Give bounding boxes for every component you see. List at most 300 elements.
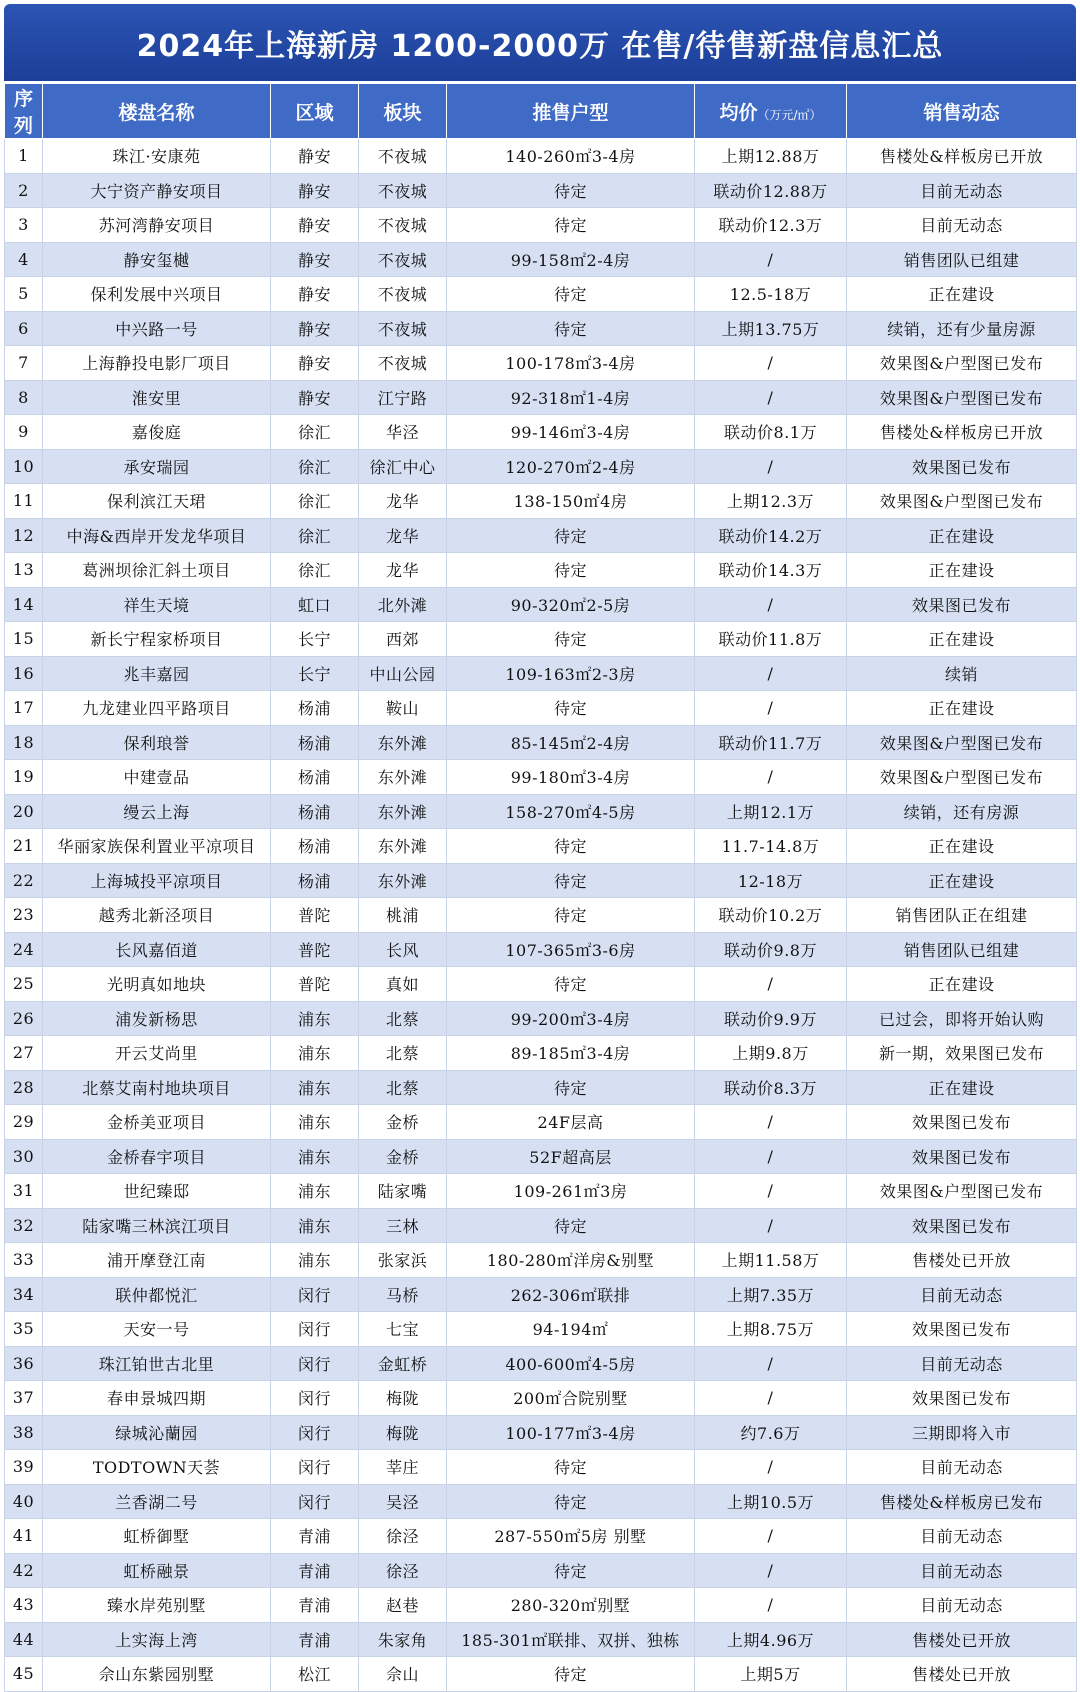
cell-district: 浦东 [271, 1070, 359, 1105]
cell-block: 金桥 [359, 1105, 447, 1140]
cell-block: 金桥 [359, 1139, 447, 1174]
cell-block: 不夜城 [359, 139, 447, 174]
cell-no: 17 [5, 691, 43, 726]
cell-block: 东外滩 [359, 794, 447, 829]
table-row [5, 1277, 1077, 1312]
cell-price: / [695, 656, 847, 691]
cell-status: 正在建设 [847, 622, 1077, 657]
cell-units: 89-185㎡3-4房 [447, 1036, 695, 1071]
cell-status: 正在建设 [847, 1070, 1077, 1105]
cell-status: 正在建设 [847, 967, 1077, 1002]
cell-block: 梅陇 [359, 1381, 447, 1416]
cell-status: 正在建设 [847, 277, 1077, 312]
cell-price: 联动价11.8万 [695, 622, 847, 657]
cell-units: 200㎡合院别墅 [447, 1381, 695, 1416]
cell-district: 杨浦 [271, 863, 359, 898]
table-row [5, 1553, 1077, 1588]
cell-price: / [695, 1553, 847, 1588]
cell-status: 目前无动态 [847, 173, 1077, 208]
cell-units: 109-261㎡3房 [447, 1174, 695, 1209]
cell-name: 兰香湖二号 [43, 1484, 271, 1519]
cell-name: 静安玺樾 [43, 242, 271, 277]
cell-no: 18 [5, 725, 43, 760]
cell-units: 待定 [447, 1657, 695, 1692]
cell-block: 梅陇 [359, 1415, 447, 1450]
cell-price: 联动价14.3万 [695, 553, 847, 588]
cell-name: 浦开摩登江南 [43, 1243, 271, 1278]
cell-status: 正在建设 [847, 553, 1077, 588]
cell-district: 闵行 [271, 1450, 359, 1485]
cell-name: 保利琅誉 [43, 725, 271, 760]
cell-units: 待定 [447, 1070, 695, 1105]
cell-district: 长宁 [271, 622, 359, 657]
cell-name: 佘山东紫园别墅 [43, 1657, 271, 1692]
cell-status: 效果图已发布 [847, 1105, 1077, 1140]
cell-no: 38 [5, 1415, 43, 1450]
cell-name: 金桥春宇项目 [43, 1139, 271, 1174]
cell-no: 29 [5, 1105, 43, 1140]
cell-block: 桃浦 [359, 898, 447, 933]
cell-price: / [695, 346, 847, 381]
cell-no: 22 [5, 863, 43, 898]
cell-no: 2 [5, 173, 43, 208]
cell-district: 徐汇 [271, 449, 359, 484]
cell-status: 销售团队已组建 [847, 242, 1077, 277]
cell-district: 闵行 [271, 1415, 359, 1450]
cell-price: 约7.6万 [695, 1415, 847, 1450]
cell-status: 效果图已发布 [847, 449, 1077, 484]
cell-name: 淮安里 [43, 380, 271, 415]
table-row [5, 1519, 1077, 1554]
cell-block: 莘庄 [359, 1450, 447, 1485]
cell-district: 浦东 [271, 1174, 359, 1209]
cell-district: 徐汇 [271, 484, 359, 519]
cell-no: 5 [5, 277, 43, 312]
cell-no: 3 [5, 208, 43, 243]
cell-district: 静安 [271, 311, 359, 346]
cell-status: 销售团队已组建 [847, 932, 1077, 967]
table-row [5, 587, 1077, 622]
header-no: 序列 [5, 84, 43, 139]
cell-name: 联仲都悦汇 [43, 1277, 271, 1312]
cell-status: 续销，还有房源 [847, 794, 1077, 829]
cell-units: 90-320㎡2-5房 [447, 587, 695, 622]
cell-units: 待定 [447, 691, 695, 726]
table-row [5, 1622, 1077, 1657]
cell-status: 效果图已发布 [847, 1381, 1077, 1416]
cell-block: 中山公园 [359, 656, 447, 691]
cell-no: 28 [5, 1070, 43, 1105]
cell-block: 龙华 [359, 518, 447, 553]
cell-district: 杨浦 [271, 760, 359, 795]
cell-units: 99-158㎡2-4房 [447, 242, 695, 277]
cell-units: 待定 [447, 829, 695, 864]
cell-block: 真如 [359, 967, 447, 1002]
table-row [5, 898, 1077, 933]
cell-units: 400-600㎡4-5房 [447, 1346, 695, 1381]
cell-status: 正在建设 [847, 518, 1077, 553]
cell-status: 目前无动态 [847, 208, 1077, 243]
cell-district: 徐汇 [271, 553, 359, 588]
cell-block: 金虹桥 [359, 1346, 447, 1381]
table-row [5, 1450, 1077, 1485]
cell-district: 杨浦 [271, 829, 359, 864]
cell-units: 180-280㎡洋房&别墅 [447, 1243, 695, 1278]
table-row [5, 1588, 1077, 1623]
cell-no: 44 [5, 1622, 43, 1657]
cell-status: 续销 [847, 656, 1077, 691]
cell-status: 售楼处已开放 [847, 1657, 1077, 1692]
table-row [5, 1070, 1077, 1105]
cell-name: 九龙建业四平路项目 [43, 691, 271, 726]
cell-status: 目前无动态 [847, 1450, 1077, 1485]
cell-district: 浦东 [271, 1243, 359, 1278]
cell-block: 北蔡 [359, 1001, 447, 1036]
cell-price: / [695, 449, 847, 484]
cell-price: 联动价14.2万 [695, 518, 847, 553]
cell-units: 185-301㎡联排、双拼、独栋 [447, 1622, 695, 1657]
cell-price: / [695, 1174, 847, 1209]
cell-no: 39 [5, 1450, 43, 1485]
cell-no: 24 [5, 932, 43, 967]
cell-no: 43 [5, 1588, 43, 1623]
header-block: 板块 [359, 84, 447, 139]
cell-units: 待定 [447, 1484, 695, 1519]
cell-price: 联动价9.8万 [695, 932, 847, 967]
cell-district: 闵行 [271, 1484, 359, 1519]
table-row [5, 725, 1077, 760]
cell-price: / [695, 691, 847, 726]
cell-units: 52F超高层 [447, 1139, 695, 1174]
cell-units: 待定 [447, 173, 695, 208]
cell-units: 待定 [447, 311, 695, 346]
table-body [5, 139, 1077, 1692]
cell-price: 12.5-18万 [695, 277, 847, 312]
table-row [5, 208, 1077, 243]
table-row [5, 794, 1077, 829]
cell-units: 待定 [447, 863, 695, 898]
cell-status: 效果图&户型图已发布 [847, 760, 1077, 795]
cell-units: 99-146㎡3-4房 [447, 415, 695, 450]
table-row [5, 1036, 1077, 1071]
cell-units: 待定 [447, 1208, 695, 1243]
cell-name: 上实海上湾 [43, 1622, 271, 1657]
page-title: 2024年上海新房 1200-2000万 在售/待售新盘信息汇总 [4, 4, 1076, 81]
cell-block: 徐泾 [359, 1519, 447, 1554]
cell-name: 世纪臻邸 [43, 1174, 271, 1209]
cell-units: 待定 [447, 553, 695, 588]
table-row [5, 518, 1077, 553]
cell-district: 浦东 [271, 1105, 359, 1140]
cell-price: / [695, 1450, 847, 1485]
cell-price: / [695, 1381, 847, 1416]
cell-district: 闵行 [271, 1312, 359, 1347]
cell-status: 效果图&户型图已发布 [847, 346, 1077, 381]
cell-block: 朱家角 [359, 1622, 447, 1657]
cell-price: 联动价12.88万 [695, 173, 847, 208]
cell-block: 西郊 [359, 622, 447, 657]
cell-no: 7 [5, 346, 43, 381]
cell-block: 长风 [359, 932, 447, 967]
cell-block: 张家浜 [359, 1243, 447, 1278]
cell-status: 目前无动态 [847, 1519, 1077, 1554]
cell-no: 40 [5, 1484, 43, 1519]
cell-units: 94-194㎡ [447, 1312, 695, 1347]
cell-no: 23 [5, 898, 43, 933]
cell-block: 东外滩 [359, 863, 447, 898]
table-row [5, 553, 1077, 588]
cell-name: 中兴路一号 [43, 311, 271, 346]
cell-block: 龙华 [359, 553, 447, 588]
cell-price: / [695, 760, 847, 795]
cell-name: 浦发新杨思 [43, 1001, 271, 1036]
cell-units: 待定 [447, 1553, 695, 1588]
cell-units: 24F层高 [447, 1105, 695, 1140]
cell-status: 售楼处已开放 [847, 1243, 1077, 1278]
table-header-row [5, 84, 1077, 139]
table-row [5, 484, 1077, 519]
cell-name: 华丽家族保利置业平凉项目 [43, 829, 271, 864]
cell-block: 不夜城 [359, 311, 447, 346]
cell-price: 联动价9.9万 [695, 1001, 847, 1036]
cell-price: / [695, 1588, 847, 1623]
cell-name: 虹桥御墅 [43, 1519, 271, 1554]
cell-status: 效果图已发布 [847, 1312, 1077, 1347]
cell-district: 青浦 [271, 1588, 359, 1623]
cell-status: 目前无动态 [847, 1277, 1077, 1312]
cell-price: 上期9.8万 [695, 1036, 847, 1071]
cell-district: 普陀 [271, 967, 359, 1002]
cell-status: 正在建设 [847, 691, 1077, 726]
cell-price: / [695, 380, 847, 415]
table-row [5, 760, 1077, 795]
cell-district: 静安 [271, 173, 359, 208]
table-row [5, 1312, 1077, 1347]
table-row [5, 1243, 1077, 1278]
cell-no: 42 [5, 1553, 43, 1588]
cell-status: 效果图已发布 [847, 1208, 1077, 1243]
cell-units: 待定 [447, 622, 695, 657]
cell-name: 承安瑞园 [43, 449, 271, 484]
table-row [5, 242, 1077, 277]
cell-price: 联动价10.2万 [695, 898, 847, 933]
cell-name: 开云艾尚里 [43, 1036, 271, 1071]
cell-district: 徐汇 [271, 518, 359, 553]
cell-price: / [695, 587, 847, 622]
table-row [5, 691, 1077, 726]
cell-status: 售楼处&样板房已开放 [847, 415, 1077, 450]
cell-no: 37 [5, 1381, 43, 1416]
cell-name: 葛洲坝徐汇斜土项目 [43, 553, 271, 588]
cell-no: 20 [5, 794, 43, 829]
cell-price: 联动价12.3万 [695, 208, 847, 243]
cell-name: 祥生天境 [43, 587, 271, 622]
cell-district: 闵行 [271, 1346, 359, 1381]
cell-status: 效果图已发布 [847, 587, 1077, 622]
cell-name: 虹桥融景 [43, 1553, 271, 1588]
cell-block: 赵巷 [359, 1588, 447, 1623]
table-row [5, 829, 1077, 864]
cell-district: 浦东 [271, 1139, 359, 1174]
cell-district: 杨浦 [271, 691, 359, 726]
cell-no: 1 [5, 139, 43, 174]
cell-name: 新长宁程家桥项目 [43, 622, 271, 657]
table-row [5, 1105, 1077, 1140]
cell-units: 158-270㎡4-5房 [447, 794, 695, 829]
cell-units: 109-163㎡2-3房 [447, 656, 695, 691]
table-row [5, 1208, 1077, 1243]
cell-block: 北蔡 [359, 1070, 447, 1105]
cell-units: 107-365㎡3-6房 [447, 932, 695, 967]
cell-block: 马桥 [359, 1277, 447, 1312]
cell-name: 光明真如地块 [43, 967, 271, 1002]
cell-price: 上期12.88万 [695, 139, 847, 174]
cell-price: / [695, 1346, 847, 1381]
listings-table [4, 83, 1077, 1692]
cell-no: 21 [5, 829, 43, 864]
cell-status: 已过会，即将开始认购 [847, 1001, 1077, 1036]
cell-price: 11.7-14.8万 [695, 829, 847, 864]
cell-units: 待定 [447, 898, 695, 933]
cell-district: 静安 [271, 208, 359, 243]
cell-block: 不夜城 [359, 277, 447, 312]
cell-price: 上期4.96万 [695, 1622, 847, 1657]
cell-price: 上期11.58万 [695, 1243, 847, 1278]
cell-no: 35 [5, 1312, 43, 1347]
cell-district: 杨浦 [271, 725, 359, 760]
cell-no: 15 [5, 622, 43, 657]
cell-name: 苏河湾静安项目 [43, 208, 271, 243]
cell-no: 19 [5, 760, 43, 795]
cell-no: 13 [5, 553, 43, 588]
cell-no: 30 [5, 1139, 43, 1174]
cell-no: 6 [5, 311, 43, 346]
cell-district: 杨浦 [271, 794, 359, 829]
cell-no: 25 [5, 967, 43, 1002]
cell-district: 闵行 [271, 1277, 359, 1312]
cell-no: 8 [5, 380, 43, 415]
cell-name: TODTOWN天荟 [43, 1450, 271, 1485]
cell-units: 待定 [447, 277, 695, 312]
cell-name: 兆丰嘉园 [43, 656, 271, 691]
table-row [5, 1415, 1077, 1450]
cell-name: 嘉俊庭 [43, 415, 271, 450]
header-price-unit: （万元/㎡） [757, 107, 822, 122]
cell-district: 青浦 [271, 1622, 359, 1657]
table-row [5, 1484, 1077, 1519]
cell-name: 臻水岸苑别墅 [43, 1588, 271, 1623]
cell-district: 闵行 [271, 1381, 359, 1416]
cell-name: 绿城沁蘭园 [43, 1415, 271, 1450]
cell-units: 待定 [447, 208, 695, 243]
cell-units: 85-145㎡2-4房 [447, 725, 695, 760]
cell-block: 鞍山 [359, 691, 447, 726]
cell-name: 北蔡艾南村地块项目 [43, 1070, 271, 1105]
cell-name: 缦云上海 [43, 794, 271, 829]
table-row [5, 1174, 1077, 1209]
cell-block: 陆家嘴 [359, 1174, 447, 1209]
cell-block: 不夜城 [359, 242, 447, 277]
cell-status: 三期即将入市 [847, 1415, 1077, 1450]
cell-no: 41 [5, 1519, 43, 1554]
cell-status: 销售团队正在组建 [847, 898, 1077, 933]
cell-status: 效果图已发布 [847, 1139, 1077, 1174]
table-row [5, 139, 1077, 174]
cell-status: 售楼处&样板房已发布 [847, 1484, 1077, 1519]
cell-status: 效果图&户型图已发布 [847, 380, 1077, 415]
header-district: 区域 [271, 84, 359, 139]
cell-district: 普陀 [271, 932, 359, 967]
cell-units: 100-177㎡3-4房 [447, 1415, 695, 1450]
table-row [5, 656, 1077, 691]
cell-no: 9 [5, 415, 43, 450]
cell-no: 36 [5, 1346, 43, 1381]
cell-units: 待定 [447, 518, 695, 553]
cell-status: 新一期，效果图已发布 [847, 1036, 1077, 1071]
cell-price: 12-18万 [695, 863, 847, 898]
cell-name: 珠江·安康苑 [43, 139, 271, 174]
cell-block: 东外滩 [359, 760, 447, 795]
cell-status: 效果图&户型图已发布 [847, 725, 1077, 760]
cell-price: / [695, 1208, 847, 1243]
cell-units: 262-306㎡联排 [447, 1277, 695, 1312]
cell-price: 上期5万 [695, 1657, 847, 1692]
cell-status: 目前无动态 [847, 1588, 1077, 1623]
table-row [5, 277, 1077, 312]
cell-district: 青浦 [271, 1519, 359, 1554]
cell-status: 效果图&户型图已发布 [847, 1174, 1077, 1209]
cell-name: 上海城投平凉项目 [43, 863, 271, 898]
cell-district: 普陀 [271, 898, 359, 933]
cell-name: 金桥美亚项目 [43, 1105, 271, 1140]
table-row [5, 415, 1077, 450]
table-row [5, 311, 1077, 346]
cell-price: 上期10.5万 [695, 1484, 847, 1519]
cell-price: 上期12.1万 [695, 794, 847, 829]
cell-block: 七宝 [359, 1312, 447, 1347]
cell-block: 吴泾 [359, 1484, 447, 1519]
cell-district: 徐汇 [271, 415, 359, 450]
cell-no: 12 [5, 518, 43, 553]
cell-no: 27 [5, 1036, 43, 1071]
cell-units: 140-260㎡3-4房 [447, 139, 695, 174]
cell-district: 静安 [271, 277, 359, 312]
cell-block: 不夜城 [359, 208, 447, 243]
cell-block: 北外滩 [359, 587, 447, 622]
table-row [5, 346, 1077, 381]
cell-no: 34 [5, 1277, 43, 1312]
cell-block: 华泾 [359, 415, 447, 450]
cell-units: 92-318㎡1-4房 [447, 380, 695, 415]
header-units: 推售户型 [447, 84, 695, 139]
table-row [5, 967, 1077, 1002]
cell-units: 138-150㎡4房 [447, 484, 695, 519]
cell-district: 青浦 [271, 1553, 359, 1588]
cell-no: 31 [5, 1174, 43, 1209]
cell-price: / [695, 1519, 847, 1554]
cell-block: 江宁路 [359, 380, 447, 415]
cell-district: 静安 [271, 139, 359, 174]
cell-status: 目前无动态 [847, 1553, 1077, 1588]
cell-no: 45 [5, 1657, 43, 1692]
cell-price: / [695, 1105, 847, 1140]
cell-price: / [695, 242, 847, 277]
header-status: 销售动态 [847, 84, 1077, 139]
cell-units: 120-270㎡2-4房 [447, 449, 695, 484]
cell-block: 徐泾 [359, 1553, 447, 1588]
cell-block: 不夜城 [359, 346, 447, 381]
cell-price: 联动价11.7万 [695, 725, 847, 760]
